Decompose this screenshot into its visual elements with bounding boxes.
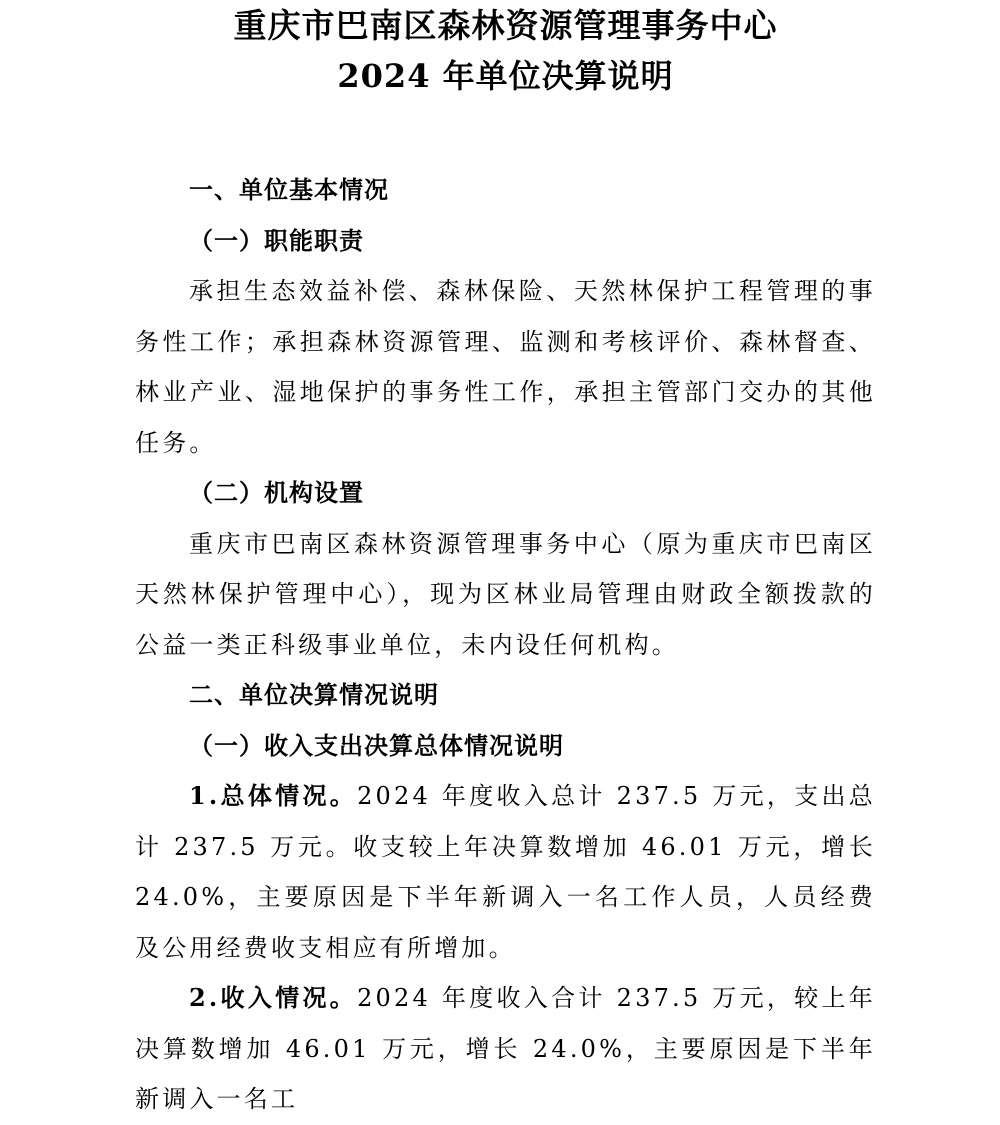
income-situation-text: 2024 年度收入合计 237.5 万元，较上年决算数增加 46.01 万元，增长 24.0%，主要原因是下半年新调入一名工	[135, 984, 876, 1113]
section2-heading: 二、单位决算情况说明	[189, 680, 439, 709]
overall-situation-paragraph	[135, 771, 876, 973]
overall-situation-lead: 1.总体情况。	[189, 781, 358, 810]
overall-situation-text: 2024 年度收入总计 237.5 万元，支出总计 237.5 万元。收支较上年决算数增加 46.01 万元，增长 24.0%，主要原因是下半年新调入一名工作人员，人员经费及公用经费收支相应有所增加。	[135, 782, 876, 962]
duties-paragraph: 承担生态效益补偿、森林保险、天然林保护工程管理的事务性工作；承担森林资源管理、监测和考核评价、森林督查、林业产业、湿地保护的事务性工作，承担主管部门交办的其他任务。	[135, 277, 876, 457]
section1-heading: 一、单位基本情况	[189, 175, 389, 204]
section2-sub1-heading: （一）收入支出决算总体情况说明	[189, 730, 564, 760]
income-situation-lead: 2.收入情况。	[189, 983, 358, 1012]
section1-sub2-heading: （二）机构设置	[189, 478, 364, 507]
document-body	[135, 101, 876, 1125]
document-title-line2: 2024 年单位决算说明	[337, 57, 674, 95]
organization-paragraph: 重庆市巴南区森林资源管理事务中心（原为重庆市巴南区天然林保护管理中心），现为区林业局管理由财政全额拨款的公益一类正科级事业单位，未内设任何机构。	[135, 529, 876, 659]
income-situation-paragraph	[135, 973, 876, 1125]
document-title-line1: 重庆市巴南区森林资源管理事务中心	[233, 6, 778, 45]
section1-sub1-heading: （一）职能职责	[189, 225, 364, 255]
